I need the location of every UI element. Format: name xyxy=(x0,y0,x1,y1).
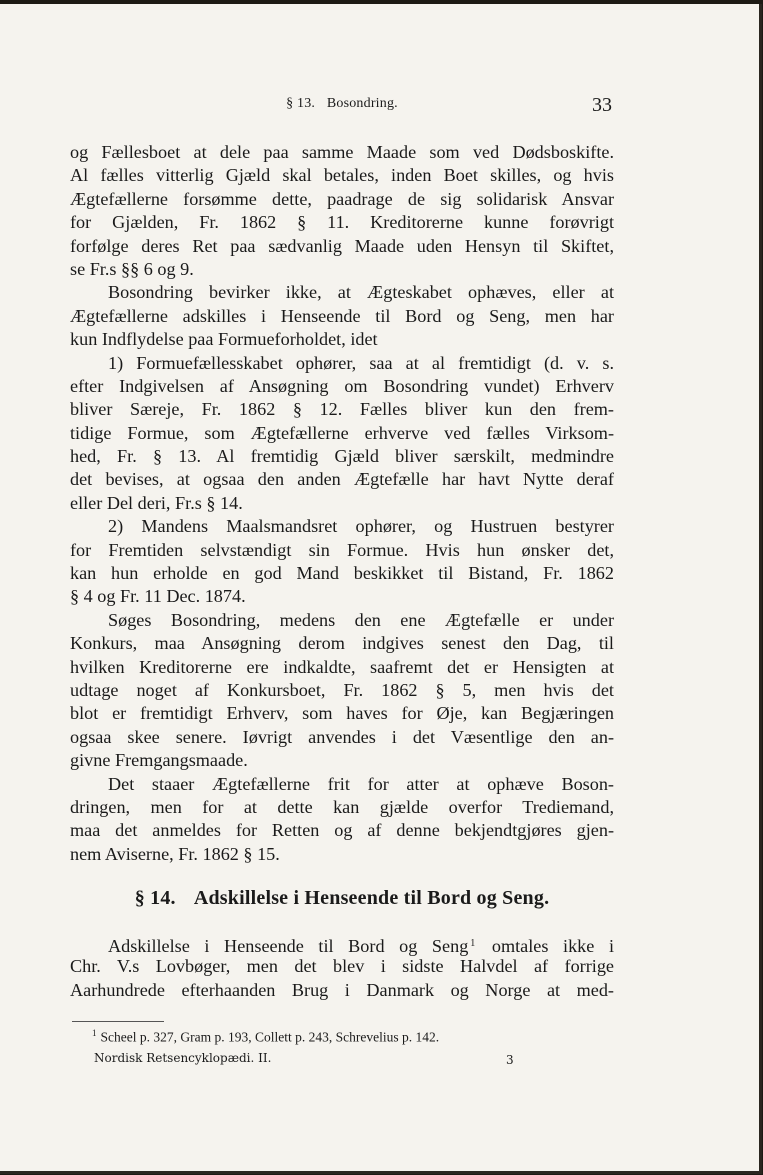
text-line: hed, Fr. § 13. Al fremtidig Gjæld bliver særskilt, medmindre xyxy=(70,446,614,467)
section-heading-title: Adskillelse i Henseende til Bord og Seng. xyxy=(193,887,550,909)
text-line: 1) Formuefællesskabet ophører, saa at al fremtidigt (d. v. s. xyxy=(108,352,614,373)
text-line: for Gjælden, Fr. 1862 § 11. Kreditorerne kunne forøvrigt xyxy=(70,212,614,233)
running-head xyxy=(70,96,614,112)
page-header xyxy=(70,94,614,118)
section-heading-number: § 14. xyxy=(134,887,176,909)
text-line: Konkurs, maa Ansøgning derom indgives senest den Dag, til xyxy=(70,633,614,654)
text-fragment: Adskillelse i Henseende til Bord og Seng xyxy=(108,936,469,956)
text-line: tidige Formue, som Ægtefællerne erhverve ved fælles Virksom- xyxy=(70,422,614,443)
text-line: se Fr.s §§ 6 og 9. xyxy=(70,258,194,279)
text-line: blot er fremtidigt Erhverv, som haves for Øje, kan Begjæringen xyxy=(70,703,614,724)
footnote-divider xyxy=(72,1021,164,1022)
text-line: for Fremtiden selvstændigt sin Formue. Hvis hun ønsker det, xyxy=(70,539,614,560)
footnote-reference: 1 xyxy=(470,938,476,949)
book-page xyxy=(0,4,762,1174)
text-line: Det staaer Ægtefællerne frit for atter at ophæve Boson- xyxy=(108,773,614,794)
running-title: Bosondring. xyxy=(326,96,398,111)
text-line: kun Indflydelse paa Formueforholdet, idet xyxy=(70,329,378,350)
text-line: ogsaa skee senere. Iøvrigt anvendes i det Væsentlige den an- xyxy=(70,726,614,747)
text-line: Bosondring bevirker ikke, at Ægteskabet ophæves, eller at xyxy=(108,282,614,303)
text-line: bliver Særeje, Fr. 1862 § 12. Fælles bliver kun den frem- xyxy=(70,399,614,420)
footnote-text: Scheel p. 327, Gram p. 193, Collett p. 243, Schrevelius p. 142. xyxy=(100,1029,440,1045)
text-line: dringen, men for at dette kan gjælde overfor Trediemand, xyxy=(70,796,614,817)
text-line: Chr. V.s Lovbøger, men det blev i sidste Halvdel af forrige xyxy=(70,956,614,977)
section-mark: § 13. xyxy=(286,96,316,111)
text-line: kan hun erholde en god Mand beskikket til Bistand, Fr. 1862 xyxy=(70,563,614,584)
section-heading xyxy=(70,887,614,910)
text-line: det bevises, at ogsaa den anden Ægtefælle har havt Nytte deraf xyxy=(70,469,614,490)
text-line: Ægtefællerne forsømme dette, paadrage de sig solidarisk Ansvar xyxy=(70,188,614,209)
text-line: maa det anmeldes for Retten og af denne bekjendtgjøres gjen- xyxy=(70,820,614,841)
text-line: nem Aviserne, Fr. 1862 § 15. xyxy=(70,843,280,864)
text-line: hvilken Kreditorerne ere indkaldte, saafremt det er Hensigten at xyxy=(70,656,614,677)
text-line: forfølge deres Ret paa sædvanlig Maade uden Hensyn til Skiftet, xyxy=(70,235,614,256)
text-line: Al fælles vitterlig Gjæld skal betales, inden Boet skilles, og hvis xyxy=(70,165,614,186)
text-line: givne Fremgangsmaade. xyxy=(70,750,248,771)
printer-signature xyxy=(94,1051,514,1065)
text-line: Aarhundrede efterhaanden Brug i Danmark og Norge at med- xyxy=(70,979,614,1000)
text-line: efter Indgivelsen af Ansøgning om Bosondring vundet) Erhverv xyxy=(70,375,614,396)
body-text xyxy=(70,141,614,866)
text-line: Ægtefællerne adskilles i Henseende til Bord og Seng, men har xyxy=(70,305,614,326)
text-line: § 4 og Fr. 11 Dec. 1874. xyxy=(70,586,246,607)
text-line: udtage noget af Konkursboet, Fr. 1862 § 5, men hvis det xyxy=(70,679,614,700)
text-line: Søges Bosondring, medens den ene Ægtefælle er under xyxy=(108,609,614,630)
footnote xyxy=(92,1028,439,1046)
footnote-marker: 1 xyxy=(92,1028,97,1038)
page-number: 33 xyxy=(592,94,612,116)
section-text xyxy=(70,932,614,1002)
text-line: 2) Mandens Maalsmandsret ophører, og Hustruen bestyrer xyxy=(108,516,614,537)
text-line: eller Del deri, Fr.s § 14. xyxy=(70,492,243,513)
signature-number: 3 xyxy=(506,1053,514,1067)
signature-text: Nordisk Retsencyklopædi. II. xyxy=(94,1051,272,1065)
text-line xyxy=(70,932,614,955)
text-fragment: omtales ikke i xyxy=(477,936,614,956)
text-line: og Fællesboet at dele paa samme Maade som ved Dødsboskifte. xyxy=(70,142,614,162)
